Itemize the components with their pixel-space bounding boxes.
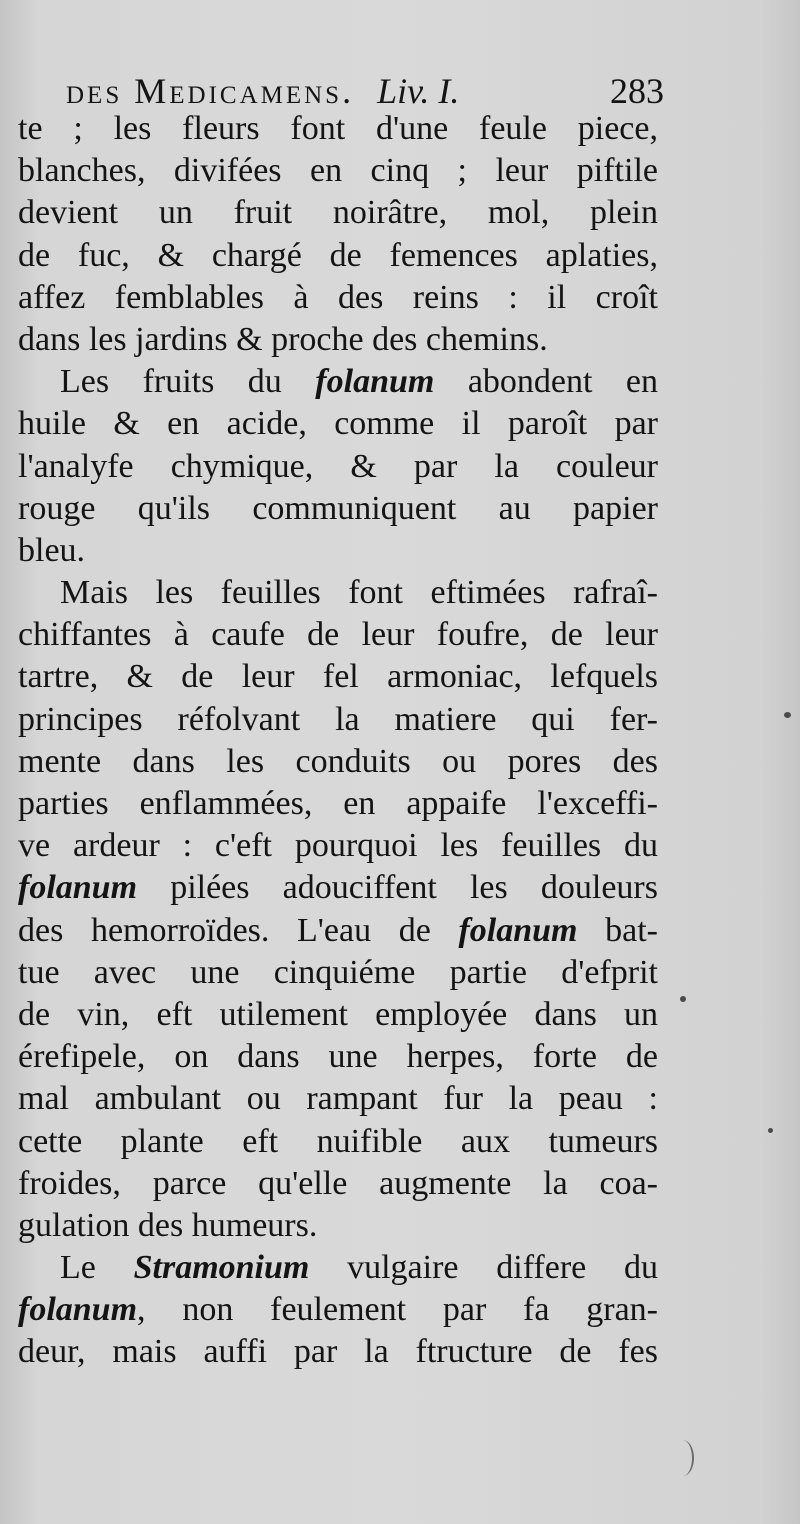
italic-term: folanum bbox=[315, 363, 435, 401]
text-line: principes réfolvant la matiere qui fer- bbox=[18, 700, 658, 738]
text-line: rouge qu'ils communiquent au papier bbox=[18, 489, 658, 527]
body-text bbox=[18, 108, 658, 1374]
text-segment: pilées adouciffent les douleurs bbox=[137, 869, 658, 907]
text-line bbox=[18, 1247, 658, 1289]
text-line: bleu. bbox=[18, 531, 86, 569]
text-segment: Le bbox=[60, 1249, 134, 1287]
italic-term: folanum bbox=[18, 1291, 138, 1329]
text-line: gulation des humeurs. bbox=[18, 1206, 318, 1244]
text-line bbox=[18, 1289, 658, 1331]
text-line bbox=[18, 867, 658, 909]
text-line bbox=[18, 361, 658, 403]
text-line bbox=[18, 910, 658, 952]
text-segment: Les fruits du bbox=[60, 363, 316, 401]
text-line: l'analyfe chymique, & par la couleur bbox=[18, 447, 658, 485]
text-line: Mais les feuilles font eftimées rafraî- bbox=[60, 574, 658, 612]
text-line: de fuc, & chargé de femences aplaties, bbox=[18, 236, 658, 274]
text-line: affez femblables à des reins : il croît bbox=[18, 278, 658, 316]
text-line: te ; les fleurs font d'une feule piece, bbox=[18, 110, 658, 147]
text-line: ve ardeur : c'eft pourquoi les feuilles du bbox=[18, 827, 658, 865]
text-line: huile & en acide, comme il paroît par bbox=[18, 405, 658, 443]
text-segment: vulgaire differe du bbox=[309, 1249, 658, 1287]
page-number: 283 bbox=[610, 71, 664, 111]
text-line: dans les jardins & proche des chemins. bbox=[18, 320, 548, 358]
running-head-book: Liv. I. bbox=[377, 71, 460, 111]
text-segment: bat- bbox=[577, 911, 658, 949]
text-line: chiffantes à caufe de leur foufre, de leur bbox=[18, 616, 658, 654]
text-line: devient un fruit noirâtre, mol, plein bbox=[18, 194, 658, 232]
text-line: deur, mais auffi par la ftructure de fes bbox=[18, 1333, 658, 1371]
text-line: mente dans les conduits ou pores des bbox=[18, 742, 658, 780]
print-speck bbox=[768, 1128, 773, 1133]
text-segment: , non feulement par fa gran- bbox=[137, 1291, 658, 1329]
text-segment: abondent en bbox=[434, 363, 659, 401]
text-line: tue avec une cinquiéme partie d'efprit bbox=[18, 953, 658, 991]
text-line: tartre, & de leur fel armoniac, lefquels bbox=[18, 658, 658, 696]
text-line: cette plante eft nuifible aux tumeurs bbox=[18, 1122, 658, 1160]
running-head-section: des Medicamens. bbox=[66, 71, 355, 111]
text-line: de vin, eft utilement employée dans un bbox=[18, 995, 658, 1033]
italic-term: folanum bbox=[18, 869, 138, 907]
text-segment: des hemorroïdes. L'eau de bbox=[18, 911, 459, 949]
italic-term: Stramonium bbox=[133, 1249, 310, 1287]
text-line: mal ambulant ou rampant fur la peau : bbox=[18, 1080, 658, 1118]
text-line: parties enflammées, en appaife l'exceffi- bbox=[18, 785, 658, 822]
text-line: érefipele, on dans une herpes, forte de bbox=[18, 1038, 658, 1076]
text-line: froides, parce qu'elle augmente la coa- bbox=[18, 1164, 658, 1202]
page-edge-mark bbox=[672, 1440, 694, 1476]
print-speck bbox=[680, 996, 686, 1002]
text-line: blanches, divifées en cinq ; leur piftile bbox=[18, 152, 658, 190]
print-speck bbox=[784, 712, 791, 718]
italic-term: folanum bbox=[458, 911, 578, 949]
